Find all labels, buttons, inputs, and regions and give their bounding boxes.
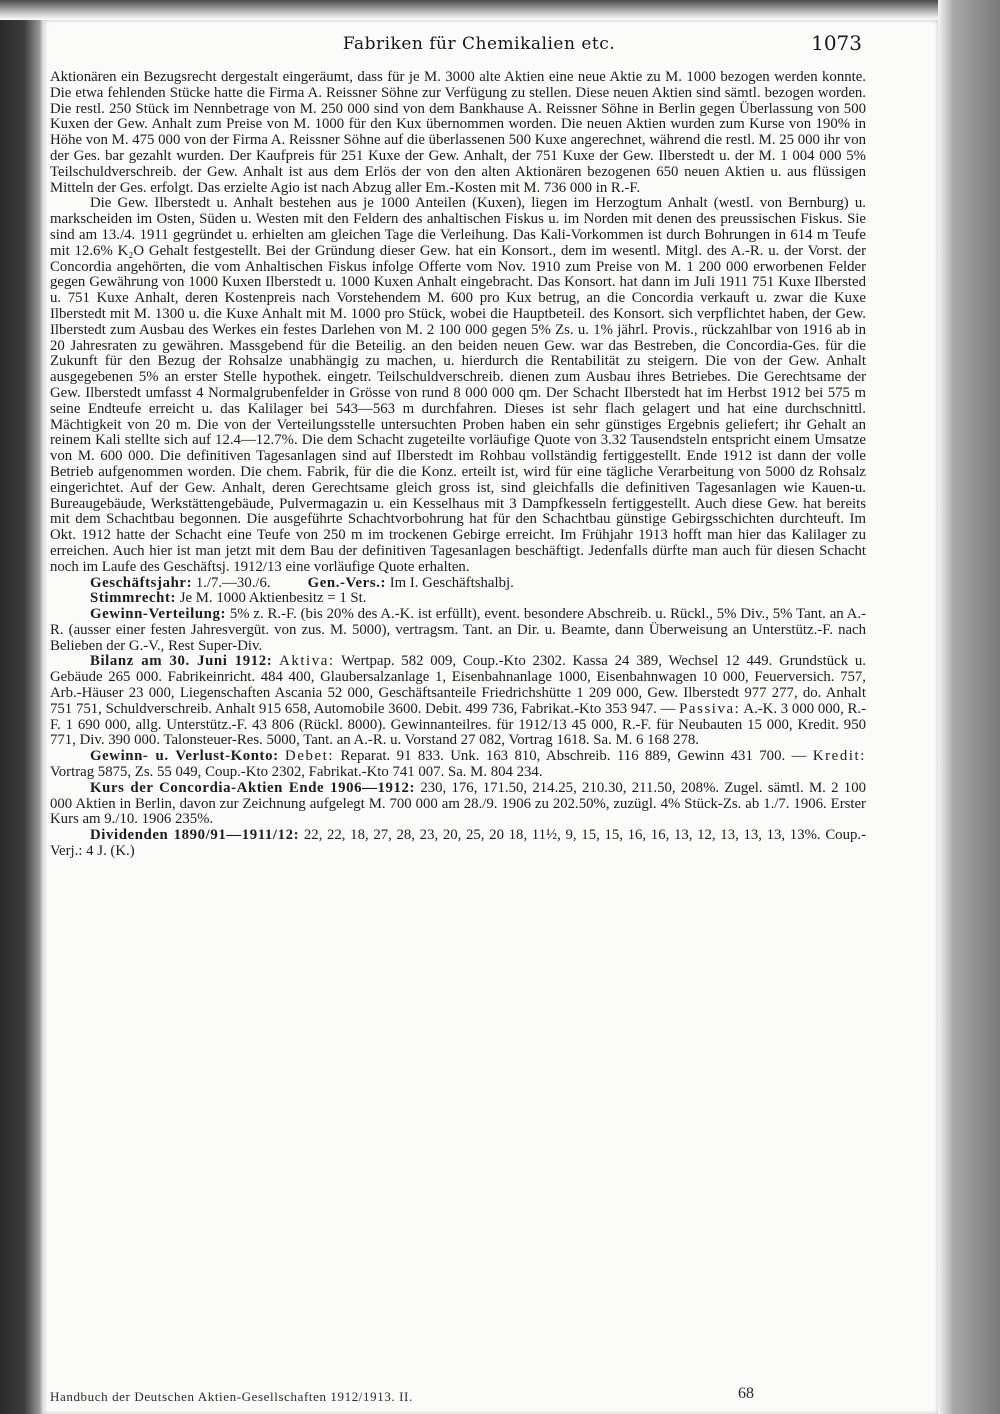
bilanz-passiva-value: A.-K. 3 000 000, R.-F. 1 690 000, allg. Unterstütz.-F. 43 806 (Rückl. 8000). Gewinnanteilres. für 1912/13 45 000, R.-F. für Neubauten 15 000, Kredit. 950 771, Div. 390 000. Talonsteuer-Res. 5000, Tant. an A.-R. u. Vorstand 27 082, Vortrag 1618. Sa. M. 6 168 278. [50, 700, 867, 749]
running-header [96, 31, 862, 58]
bilanz-aktiva-value: Wertpap. 582 009, Coup.-Kto 2302. Kassa 24 389, Wechsel 12 449. Grundstück u. Gebäude 265 000. Fabrikeinricht. 484 400, Glaubersalzanlage 1, Eisenbahnanlage 1000, Eisenbahnwagen 10 000, Feuerversich. 757, Arb.-Häuser 23 000, Liegenschaften Ascania 52 000, Geschäftsanteile Friedrichshütte 1 209 000, Gew. Ilberstedt 977 277, do. Anhalt 751 751, Schuldverschreib. Anhalt 915 658, Automobile 3600. Debit. 499 736, Fabrikat.-Kto 353 947. — [50, 653, 866, 717]
guv-debet-value: Reparat. 91 833. Unk. 163 810, Abschreib. 116 889, Gewinn 431 700. — [340, 748, 807, 765]
guv-label: Gewinn- u. Verlust-Konto: [90, 748, 279, 765]
footer-signature: 68 [738, 1385, 754, 1402]
bilanz-label: Bilanz am 30. Juni 1912: [90, 653, 273, 670]
stimmrecht-label: Stimmrecht: [90, 590, 177, 607]
page-footer [50, 1385, 810, 1405]
guv-kredit-label: Kredit: [812, 748, 866, 765]
header-title: Fabriken für Chemikalien etc. [342, 34, 616, 54]
entry-geschaeftsjahr [50, 576, 866, 592]
genvers-label: Gen.-Vers.: [307, 574, 387, 591]
genvers-value: Im I. Geschäftshalbj. [389, 574, 514, 591]
stimmrecht-value: Je M. 1000 Aktienbesitz = 1 St. [179, 590, 367, 607]
book-spine-shadow [0, 0, 44, 1414]
footer-source: Handbuch der Deutschen Aktien-Gesellschaften 1912/1913. II. [50, 1389, 413, 1404]
page-number: 1073 [811, 31, 862, 55]
paragraph-gewerkschaften: Die Gew. Ilberstedt u. Anhalt bestehen aus je 1000 Anteilen (Kuxen), liegen im Herzogtum Anhalt (westl. von Bernburg) u. markscheiden im Osten, Süden u. Westen mit den Feldern des anhaltischen Fiskus u. im Norden mit denen des preussischen Fiskus. Sie sind am 13./4. 1911 gegründet u. erhielten am gleichen Tage die Verleihung. Das Kali-Vorkommen ist durch Bohrungen in 614 m Teufe mit 12.6% K₂O Gehalt festgestellt. Bei der Gründung dieser Gew. hat ein Konsort., dem im wesentl. Mitgl. des A.-R. u. der Vorst. der Concordia angehörten, die vom Anhaltischen Fiskus infolge Offerte vom Nov. 1910 zum Preise von M. 1 200 000 erworbenen Felder gegen Gewährung von 1000 Kuxen Ilberstedt u. 1000 Kuxen Anhalt eingebracht. Das Konsort. hat dann im Juli 1911 751 Kuxe Ilbersted u. 751 Kuxe Anhalt, deren Kostenpreis nach Vorstehendem M. 600 pro Kux betrug, an die Concordia verkauft u. zwar die Kuxe Ilberstedt mit M. 1300 u. die Kuxe Anhalt mit M. 1000 pro Stück, wobei die Hauptbeteil. des Konsort. sich verpflichtet haben, der Gew. Ilberstedt zum Ausbau des Werkes ein festes Darlehen von M. 2 100 000 gegen 5% Zs. u. 1% jährl. Provis., rückzahlbar von 1916 ab in 20 Jahresraten zu gewähren. Massgebend für die Beteilig. an den beiden neuen Gew. war das Bestreben, die Concordia-Ges. für die Zukunft für den Bezug der Rohsalze unabhängig zu machen, u. hierdurch die Rentabilität zu steigern. Die von der Gew. Anhalt ausgegebenen 5% an erster Stelle hypothek. eingetr. Teilschuldverschreib. dienen zum Ausbau ihres Betriebes. Die Gerechtsame der Gew. Ilberstedt umfasst 4 Normalgrubenfelder in Grösse von rund 8 000 000 qm. Der Schacht Ilberstedt hat im Herbst 1912 bei 575 m seine Endteufe erreicht u. das Kalilager bei 543—563 m durchfahren. Dieses ist sehr flach gelagert und hat eine durchschnittl. Mächtigkeit von 20 m. Die von der Verteilungsstelle untersuchten Proben haben ein sehr günstiges Ergebnis geliefert; ihr Gehalt an reinem Kali stellte sich auf 12.4—12.7%. Die dem Schacht zugeteilte vorläufige Quote von 3.32 Tausendsteln entspricht einem Umsatze von M. 600 000. Die definitiven Tagesanlagen sind auf Ilberstedt im Rohbau vollständig fertiggestellt. Ende 1912 ist dann der volle Betrieb aufgenommen worden. Die chem. Fabrik, für die die Konz. erteilt ist, wird für eine tägliche Verarbeitung von 5000 dz Rohsalz eingerichtet. Auf der Gew. Anhalt, deren Gerechtsame gleich gross ist, sind gleichfalls die definitiven Tagesanlagen wie Kauen-u. Bureaugebäude, Werkstättengebäude, Pulvermagazin u. ein Kesselhaus mit 3 Dampfkesseln fertiggestellt. Auch diese Gew. hat bereits mit dem Schachtbau begonnen. Die ausgeführte Schachtvorbohrung hat für den Schachtbau günstige Gebirgsschichten durchteuft. Im Okt. 1912 hatte der Schacht eine Teufe von 250 m im trockenen Gebirge erreicht. Im Frühjahr 1913 hofft man hier das Kalilager zu erreichen. Auch hier ist man jetzt mit dem Bau der definitiven Tagesanlagen beschäftigt. Jedenfalls dürfte man auch für diesen Schacht noch im Laufe des Geschäftsj. 1912/13 eine vorläufige Quote erhalten. [50, 195, 866, 575]
kurs-label: Kurs der Concordia-Aktien Ende 1906—1912: [90, 779, 416, 796]
entry-bilanz [50, 654, 866, 749]
page-body [50, 70, 866, 860]
bilanz-aktiva-label: Aktiva: [279, 653, 335, 670]
entry-kurs [50, 781, 866, 828]
gewinnverteilung-value: 5% z. R.-F. (bis 20% des A.-K. ist erfüllt), event. besondere Abschreib. u. Rückl., 5% Div., 5% Tant. an A.-R. (ausser einer festen Jahresvergüt. von zus. M. 5000), vertragsm. Tant. an Dir. u. Beamte, dann Überweisung an Unterstütz.-F. nach Belieben der G.-V., Rest Super-Div. [50, 606, 866, 654]
entry-gewinnverteilung [50, 607, 866, 654]
entry-stimmrecht [50, 591, 866, 607]
guv-debet-label: Debet: [285, 748, 335, 765]
couponverj-value: Coup.-Verj.: 4 J. (K.) [50, 827, 867, 860]
dividenden-value: 22, 22, 18, 27, 28, 23, 20, 25, 20 18, 11½, 9, 15, 15, 16, 16, 13, 12, 13, 13, 13, 13%. [303, 827, 821, 844]
gewinnverteilung-label: Gewinn-Verteilung: [90, 606, 227, 623]
geschaeftsjahr-label: Geschäftsjahr: [90, 574, 193, 591]
bilanz-passiva-label: Passiva: [679, 700, 741, 717]
entry-guv [50, 749, 866, 781]
top-edge-shadow [0, 0, 1000, 20]
dividenden-label: Dividenden 1890/91—1911/12: [90, 827, 300, 844]
entry-dividenden [50, 828, 866, 860]
guv-kredit-value: Vortrag 5875, Zs. 55 049, Coup.-Kto 2302, Fabrikat.-Kto 741 007. Sa. M. 804 234. [50, 764, 543, 781]
page-edge-shadow [938, 0, 1000, 1414]
paragraph-bezugsrecht: Aktionären ein Bezugsrecht dergestalt eingeräumt, dass für je M. 3000 alte Aktien eine neue Aktie zu M. 1000 bezogen werden konnte. Die etwa fehlenden Stücke hatte die Firma A. Reissner Söhne zur Verfügung zu stellen. Diese neuen Aktien sind sämtl. bezogen worden. Die restl. 250 Stück im Nennbetrage von M. 250 000 sind von dem Bankhause A. Reissner Söhne in Berlin gegen Überlassung von 500 Kuxen der Gew. Anhalt zum Preise von M. 1000 für den Kux übernommen worden. Die neuen Aktien wurden zum Kurse von 190% in Höhe von M. 475 000 von der Firma A. Reissner Söhne auf die überlassenen 500 Kuxe angerechnet, während die restl. M. 25 000 ihr von der Ges. bar gezahlt wurden. Der Kaufpreis für 251 Kuxe der Gew. Anhalt, der 751 Kuxe der Gew. Ilberstedt u. der M. 1 004 000 5% Teilschuldverschreib. der Gew. Anhalt ist aus dem Erlös der von den alten Aktionären bezogenen 650 neuen Aktien u. aus flüssigen Mitteln der Ges. erfolgt. Das erzielte Agio ist nach Abzug aller Em.-Kosten mit M. 736 000 in R.-F. [50, 69, 866, 196]
geschaeftsjahr-value: 1./7.—30./6. [195, 574, 271, 591]
kurs-value: 230, 176, 171.50, 214.25, 210.30, 211.50, 208%. Zugel. sämtl. M. 2 100 000 Aktien in Berlin, davon zur Zeichnung aufgelegt M. 700 000 am 28./9. 1906 zu 202.50%, zuzügl. 4% Stück-Zs. ab 1./7. 1906. Erster Kurs am 9./10. 1906 235%. [50, 779, 866, 828]
